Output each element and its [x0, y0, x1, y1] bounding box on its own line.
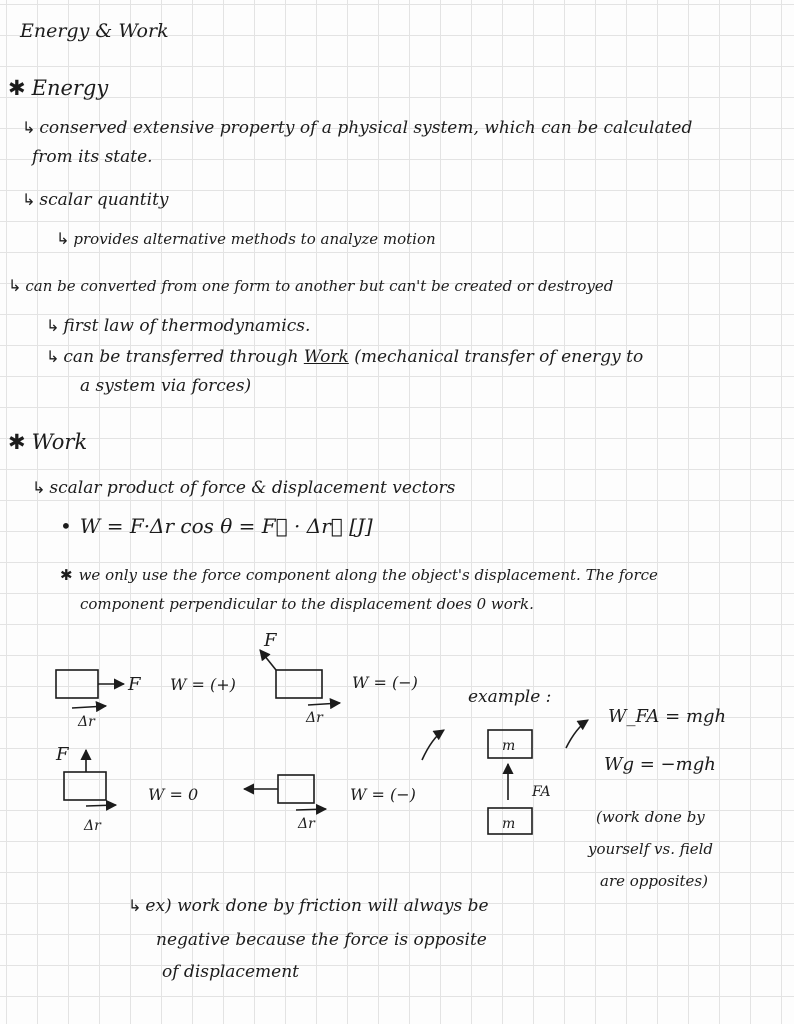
block-shape	[64, 772, 106, 800]
case-positive-work: W = (+)	[170, 675, 236, 694]
implies-arrow-icon	[566, 720, 588, 748]
case-zero-work: W = 0	[148, 785, 199, 804]
star-bullet-icon: ✱	[8, 430, 26, 454]
work-heading: ✱ Work	[8, 430, 88, 454]
mass-label: m	[502, 738, 516, 754]
dot-bullet-icon: •	[60, 514, 72, 538]
displacement-label: Δr	[306, 710, 323, 726]
arrow-bullet-icon: ↳	[8, 276, 22, 295]
force-arrow	[260, 650, 276, 670]
work-formula: • W = F·Δr cos θ = F⃗ · Δr⃗ [J]	[60, 514, 373, 538]
work-note: ✱ we only use the force component along the object's displacement. The force	[60, 566, 658, 584]
arrow-bullet-icon: ↳	[46, 316, 60, 335]
force-label: F	[264, 630, 277, 651]
work-definition: ↳ scalar product of force & displacement vectors	[32, 478, 456, 498]
arrow-bullet-icon: ↳	[128, 896, 142, 915]
implies-arrow-icon	[422, 730, 444, 760]
work-applied-equation: W_FA = mgh	[608, 706, 727, 727]
energy-scalar: ↳ scalar quantity	[22, 190, 169, 210]
arrow-bullet-icon: ↳	[56, 229, 70, 248]
star-bullet-icon: ✱	[8, 76, 26, 100]
block-shape	[56, 670, 98, 698]
energy-definition: ↳ conserved extensive property of a physical system, which can be calculated	[22, 118, 693, 138]
mass-label: m	[502, 816, 516, 832]
displacement-arrow	[308, 703, 340, 705]
block-shape	[278, 775, 314, 803]
work-note-line2: component perpendicular to the displacement does 0 work.	[80, 595, 534, 613]
energy-first-law: ↳ first law of thermodynamics.	[46, 316, 311, 336]
displacement-label: Δr	[78, 714, 95, 730]
energy-alt-methods: ↳ provides alternative methods to analyze motion	[56, 229, 436, 248]
work-gravity-equation: Wg = −mgh	[604, 754, 716, 775]
page-title: Energy & Work	[20, 20, 169, 42]
arrow-bullet-icon: ↳	[22, 118, 36, 137]
applied-force-label: FA	[532, 784, 551, 800]
case-negative-work: W = (−)	[350, 785, 416, 804]
example-label: example :	[468, 687, 552, 707]
arrow-bullet-icon: ↳	[46, 347, 60, 366]
friction-example: ↳ ex) work done by friction will always be	[128, 896, 489, 916]
friction-example-line2: negative because the force is opposite	[156, 930, 487, 950]
force-label: F	[56, 744, 69, 765]
work-underlined-term: Work	[303, 347, 349, 367]
displacement-label: Δr	[298, 816, 315, 832]
energy-transfer: ↳ can be transferred through Work (mechanical transfer of energy to	[46, 347, 644, 367]
displacement-label: Δr	[84, 818, 101, 834]
displacement-arrow	[72, 706, 106, 708]
example-note-line3: are opposites)	[600, 872, 708, 890]
example-note-line1: (work done by	[596, 808, 705, 826]
block-shape	[276, 670, 322, 698]
displacement-arrow	[86, 805, 116, 806]
energy-conversion: ↳ can be converted from one form to another but can't be created or destroyed	[8, 276, 614, 295]
arrow-bullet-icon: ↳	[22, 190, 36, 209]
energy-heading: ✱ Energy	[8, 76, 109, 100]
force-label: F	[128, 674, 141, 695]
friction-example-line3: of displacement	[162, 962, 299, 982]
arrow-bullet-icon: ↳	[32, 478, 46, 497]
case-negative-work-angled: W = (−)	[352, 673, 418, 692]
star-bullet-icon: ✱	[60, 566, 73, 584]
energy-definition-line2: from its state.	[32, 147, 153, 167]
example-note-line2: yourself vs. field	[588, 840, 714, 858]
displacement-arrow	[296, 809, 326, 810]
energy-transfer-line2: a system via forces)	[80, 376, 252, 396]
